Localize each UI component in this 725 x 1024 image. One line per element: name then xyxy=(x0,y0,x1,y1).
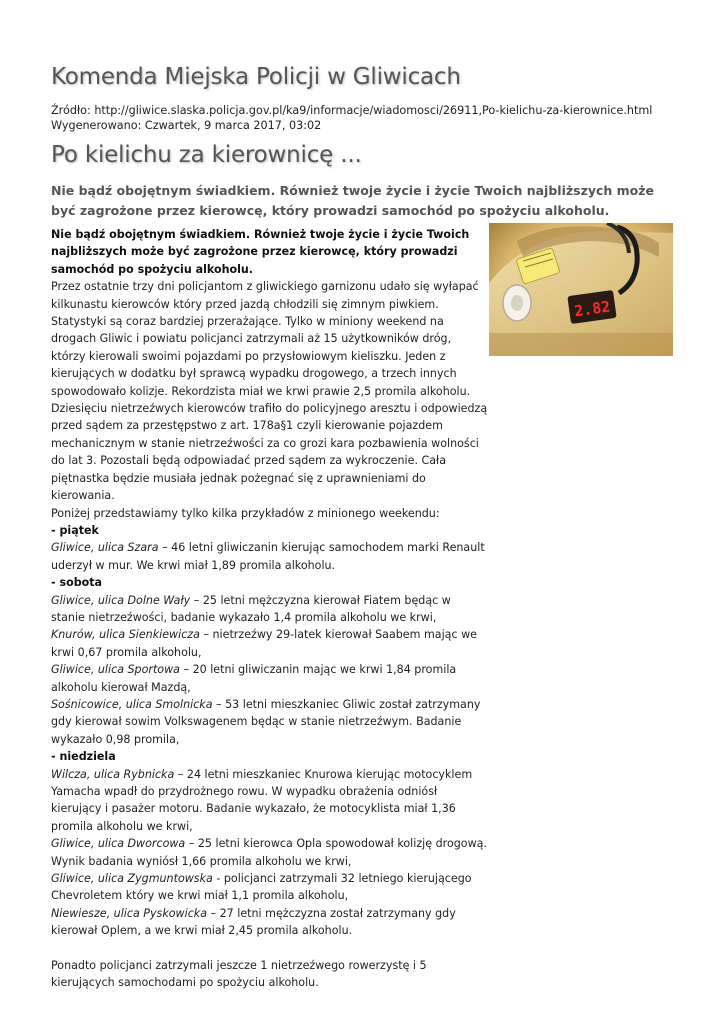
incident-item xyxy=(51,870,488,905)
incident-item xyxy=(51,905,488,940)
incident-place: Gliwice, ulica Dworcowa xyxy=(51,837,186,851)
generated-value: Czwartek, 9 marca 2017, 03:02 xyxy=(144,119,322,132)
incident-text: – 24 letni mieszkaniec Knurowa kierując motocyklem Yamacha wpadł do przydrożnego rowu. W wypadku obrażenia odniósł kierujący i pasażer motoru. Badanie wykazało, że motocyklista miał 1,36 promila alkoholu we krwi, xyxy=(51,767,473,833)
day-section-saturday xyxy=(51,574,488,748)
day-label: - piątek xyxy=(51,523,99,537)
incident-text: – 46 letni gliwiczanin kierując samochodem marki Renault uderzył w mur. We krwi miał 1,89 promila alkoholu. xyxy=(51,541,485,572)
incident-place: Gliwice, ulica Szara xyxy=(51,541,159,555)
source-url: http://gliwice.slaska.policja.gov.pl/ka9/informacje/wiadomosci/26911,Po-kielichu-za-kierownice.html xyxy=(94,104,653,117)
incident-place: Gliwice, ulica Sportowa xyxy=(51,663,180,677)
article-paragraph: Przez ostatnie trzy dni policjantom z gliwickiego garnizonu udało się wyłapać kilkunastu kierowców który przed jazdą chłodzili się zimnym piwkiem. Statystyki są coraz bardziej przerażające. Tylko w miniony weekend na drogach Gliwic i powiatu policjanci zatrzymali aż 15 użytkowników dróg, którzy kierowali swoimi pojazdami po przysłowiowym kieliszku. Jeden z kierujących w dodatku był sprawcą wypadku drogowego, a trzech innych spowodowało kolizje. Rekordzista miał we krwi prawie 2,5 promila alkoholu. Dziesięciu nietrzeźwych kierowców trafiło do policyjnego aresztu i odpowiedzą przed sądem za przestępstwo z art. 178a§1 czyli kierowanie pojazdem mechanicznym w stanie nietrzeźwości za co grozi kara pozbawienia wolności do lat 3. Pozostali będą odpowiadać przed sądem za wykroczenie. Cała piętnastka będzie musiała jednak pożegnać się z uprawnieniami do kierowania. xyxy=(51,280,488,503)
examples-intro: Poniżej przedstawiamy tylko kilka przykładów z minionego weekendu: xyxy=(51,506,440,520)
document-meta xyxy=(51,103,652,133)
article-body xyxy=(51,226,488,992)
incident-text: – 25 letni mężczyzna kierował Fiatem będąc w stanie nietrzeźwości, badanie wykazało 1,4 promila alkoholu we krwi, xyxy=(51,593,451,624)
incident-place: Sośnicowice, ulica Smolnicka xyxy=(51,697,213,711)
generated-label: Wygenerowano: xyxy=(51,119,142,132)
paragraph-gap xyxy=(51,940,488,957)
site-title: Komenda Miejska Policji w Gliwicach xyxy=(51,64,461,90)
incident-text: – 20 letni gliwiczanin mając we krwi 1,84 promila alkoholu kierował Mazdą, xyxy=(51,663,457,694)
incident-place: Gliwice, ulica Zygmuntowska xyxy=(51,872,213,886)
breathalyzer-photo xyxy=(489,223,673,356)
incident-text: - policjanci zatrzymali 32 letniego kierującego Chevroletem który we krwi miał 1,1 promila alkoholu, xyxy=(51,872,472,903)
article-lead: Nie bądź obojętnym świadkiem. Również twoje życie i życie Twoich najbliższych może być zagrożone przez kierowcę, który prowadzi samochód po spożyciu alkoholu. xyxy=(51,183,655,218)
day-label: - niedziela xyxy=(51,750,116,764)
incident-text: – 53 letni mieszkaniec Gliwic został zatrzymany gdy kierował sowim Volkswagenem będąc w stanie nietrzeźwym. Badanie wykazało 0,98 promila, xyxy=(51,697,481,746)
incident-text: – nietrzeźwy 29-latek kierował Saabem mając we krwi 0,67 promila alkoholu, xyxy=(51,628,477,659)
breathalyzer-illustration xyxy=(489,223,673,356)
article-intro: Nie bądź obojętnym świadkiem. Również twoje życie i życie Twoich najbliższych może być zagrożone przez kierowcę, który prowadzi samochód po spożyciu alkoholu. xyxy=(51,228,470,276)
device-shadow xyxy=(489,333,673,356)
day-section-sunday xyxy=(51,748,488,939)
incident-item xyxy=(51,835,488,870)
source-line xyxy=(51,103,652,118)
incident-item xyxy=(51,661,488,696)
source-label: Źródło: xyxy=(51,104,91,117)
article-title: Po kielichu za kierownicę ... xyxy=(51,142,362,168)
incident-item xyxy=(51,592,488,627)
incident-text: – 25 letni kierowca Opla spowodował kolizję drogową. Wynik badania wyniósł 1,66 promila alkoholu we krwi, xyxy=(51,837,487,868)
incident-item xyxy=(51,696,488,748)
day-section-friday xyxy=(51,522,488,574)
article-closing: Ponadto policjanci zatrzymali jeszcze 1 nietrzeźwego rowerzystę i 5 kierujących samochodami po spożyciu alkoholu. xyxy=(51,959,427,990)
incident-place: Wilcza, ulica Rybnicka xyxy=(51,767,175,781)
printer-roll-core xyxy=(511,295,523,311)
incident-place: Gliwice, ulica Dolne Wały xyxy=(51,593,191,607)
incident-item xyxy=(51,539,488,574)
incident-place: Niewiesze, ulica Pyskowicka xyxy=(51,906,208,920)
incident-text: – 27 letni mężczyzna został zatrzymany gdy kierował Oplem, a we krwi miał 2,45 promila alkoholu. xyxy=(51,906,456,938)
incident-item xyxy=(51,626,488,661)
incident-place: Knurów, ulica Sienkiewicza xyxy=(51,628,200,642)
incident-item xyxy=(51,766,488,836)
display-reading: 2.82 xyxy=(573,297,612,321)
generated-line xyxy=(51,118,652,133)
day-label: - sobota xyxy=(51,576,103,590)
